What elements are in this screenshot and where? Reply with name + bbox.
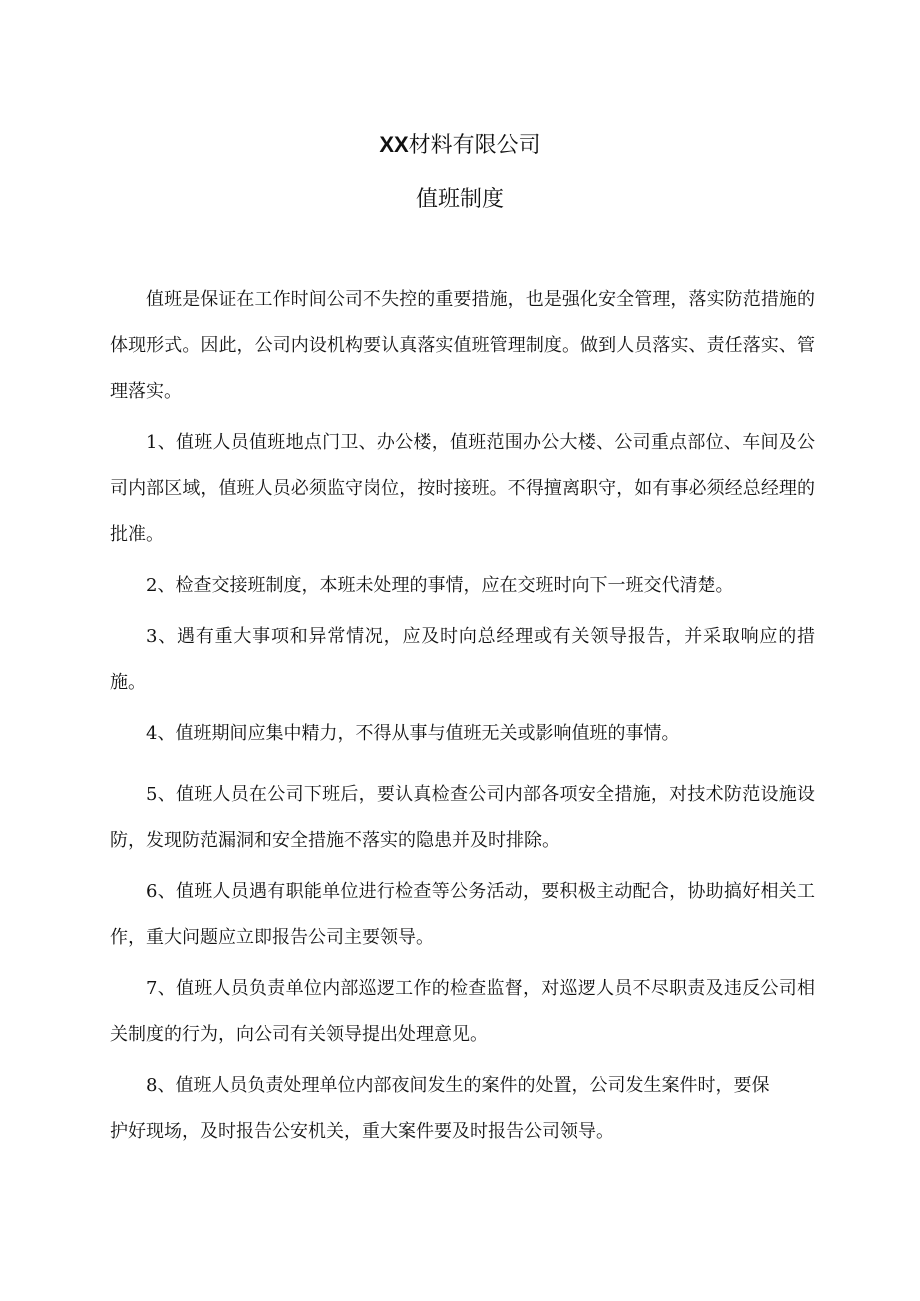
rule-paragraph-2: 2、检查交接班制度，本班未处理的事情，应在交班时向下一班交代清楚。 — [146, 575, 734, 596]
rule-paragraph-6: 6、值班人员遇有职能单位进行检查等公务活动，要积极主动配合，协助搞好相关工作，重大问题应立即报告公司主要领导。 — [110, 881, 815, 948]
rule-paragraph-4: 4、值班期间应集中精力，不得从事与值班无关或影响值班的事情。 — [146, 723, 680, 744]
rule-paragraph-3: 3、遇有重大事项和异常情况，应及时向总经理或有关领导报告，并采取响应的措施。 — [110, 626, 815, 693]
document-title: 值班制度 — [415, 187, 504, 212]
document-body — [110, 277, 815, 1160]
company-prefix: XX — [379, 132, 409, 157]
rule-paragraph-5: 5、值班人员在公司下班后，要认真检查公司内部各项安全措施，对技术防范设施设防，发现防范漏洞和安全措施不落实的隐患并及时排除。 — [110, 784, 815, 851]
intro-paragraph: 值班是保证在工作时间公司不失控的重要措施，也是强化安全管理，落实防范措施的体现形式。因此，公司内设机构要认真落实值班管理制度。做到人员落实、责任落实、管理落实。 — [110, 289, 815, 402]
rule-paragraph-7: 7、值班人员负责单位内部巡逻工作的检查监督，对巡逻人员不尽职责及违反公司相关制度的行为，向公司有关领导提出处理意见。 — [110, 978, 815, 1045]
company-name: 材料有限公司 — [408, 133, 541, 158]
company-title — [0, 130, 920, 161]
rule-paragraph-8: 8、值班人员负责处理单位内部夜间发生的案件的处置，公司发生案件时，要保护好现场，及时报告公安机关，重大案件要及时报告公司领导。 — [110, 1075, 770, 1142]
rule-paragraph-1: 1、值班人员值班地点门卫、办公楼，值班范围办公大楼、公司重点部位、车间及公司内部区域，值班人员必须监守岗位，按时接班。不得擅离职守，如有事必须经总经理的批准。 — [110, 432, 815, 545]
